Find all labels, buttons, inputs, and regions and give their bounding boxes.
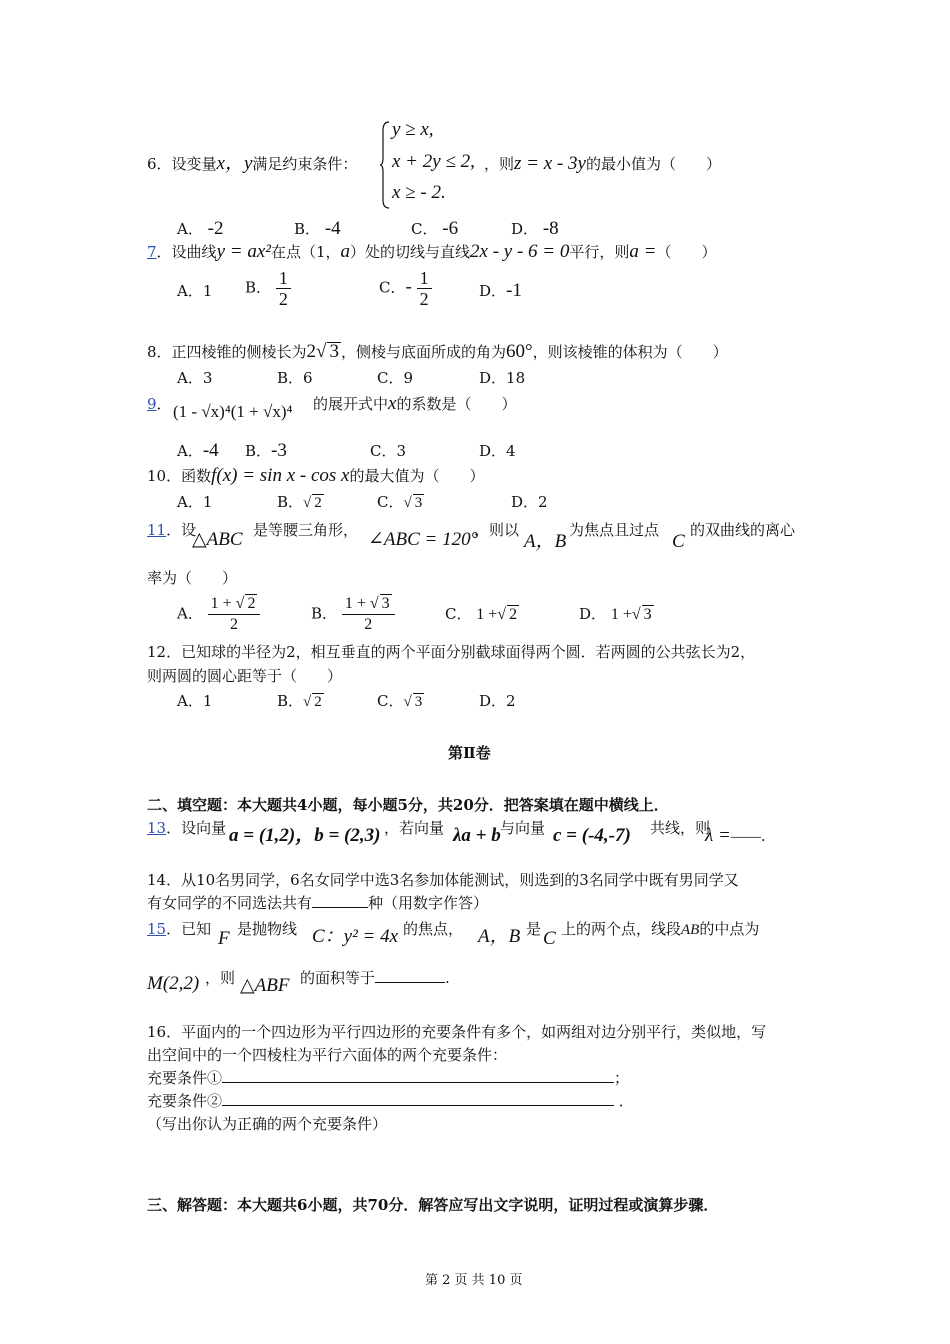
q11-foci: A，B	[524, 531, 567, 552]
q14-text-a: 有女同学的不同选法共有	[147, 894, 313, 912]
q14-answer-blank[interactable]	[312, 907, 368, 908]
q8-angle: 60°	[506, 341, 533, 362]
q6-text-2: 满足约束条件：	[252, 155, 358, 173]
q15-text-8: 的面积等于	[300, 969, 376, 987]
q9-option-a	[177, 441, 219, 461]
q11-a-one: 1 +	[210, 595, 232, 612]
q7-option-b	[245, 268, 291, 309]
q6-text-3: ，则	[484, 155, 515, 173]
q10-text-1: 10．函数	[147, 467, 212, 485]
q13-vectors	[229, 826, 380, 846]
q6-opt-d-label: D．	[511, 220, 539, 238]
q13-vc	[553, 826, 631, 846]
q11-opt-a-label: A．	[177, 604, 203, 623]
q7-text-5: （ ）	[656, 243, 717, 261]
q15-text-4: 是	[526, 920, 542, 938]
q11-b-one: 1 +	[344, 595, 366, 612]
q11-a-den: 2	[230, 616, 239, 633]
q6-constraint-3: x ≥ - 2.	[392, 182, 446, 203]
q13-lambda: λ =	[705, 825, 731, 846]
q7-a: a	[340, 241, 350, 262]
q6-vars: x，y	[216, 153, 253, 174]
q11-option-a	[177, 594, 260, 635]
q11-a-num: 1 + √ 2	[208, 594, 261, 615]
q11-opt-c-label: C．	[445, 605, 472, 623]
q10-stem	[147, 466, 485, 486]
q7-opt-b-label: B．	[245, 278, 272, 297]
q11-d-one: 1 +	[610, 606, 632, 623]
q11-number-link[interactable]: 11	[147, 521, 167, 539]
q11-triangle: △ABC	[192, 529, 243, 550]
q10-option-a: A．1	[177, 493, 213, 511]
q15-answer-blank[interactable]	[375, 982, 445, 983]
q15-tail	[300, 968, 450, 988]
q7-opt-c-label: C．	[379, 278, 406, 297]
q6-stem-tail	[484, 154, 721, 174]
q6-option-c	[411, 219, 458, 239]
q9-opt-a-label: A．	[177, 442, 203, 460]
q12-option-b: B．√ 2	[277, 692, 322, 710]
q9-opt-a-val: -4	[202, 440, 219, 461]
q16-note: （写出你认为正确的两个充要条件）	[147, 1115, 388, 1133]
q16-c2-label: 充要条件②	[147, 1092, 223, 1110]
q13-text-2: ，若向量	[384, 819, 445, 837]
q11-b-fraction	[342, 594, 395, 635]
q9-text-1: 的展开式中	[313, 395, 389, 413]
q14-line-2	[147, 893, 488, 913]
q16-c1-label: 充要条件①	[147, 1069, 223, 1087]
q15-text-5	[561, 919, 759, 940]
q10-b-sqrt: √	[303, 495, 312, 511]
q6-constraint-2: x + 2y ≤ 2,	[392, 151, 475, 172]
section2-heading: 二、填空题：本大题共4小题，每小题5分，共20分．把答案填在题中横线上．	[147, 796, 669, 814]
q16-condition-1	[147, 1068, 629, 1088]
q15-parabola: C：y² = 4x	[312, 926, 399, 947]
q11-text-5: 的双曲线的离心	[690, 521, 796, 539]
q7-text-2: 在点（1，	[270, 243, 341, 261]
q7-opt-d-val: -1	[506, 280, 522, 301]
q8-option-d: D．18	[479, 369, 526, 387]
q6-option-b	[294, 219, 341, 239]
q14-line-1: 14．从10名男同学，6名女同学中选3名参加体能测试，则选到的3名同学中既有男同学又	[147, 871, 739, 889]
q6-opt-a-label: A．	[177, 220, 203, 238]
q13-number-link[interactable]: 13	[147, 819, 167, 837]
q15-text-2: 是抛物线	[237, 920, 298, 938]
q16-condition-2	[147, 1091, 634, 1111]
q11-opt-d-label: D．	[579, 605, 607, 623]
q6-opt-b-val: -4	[324, 218, 341, 239]
q9-stem	[147, 394, 172, 414]
q15-text-5a: 上的两个点，线段	[561, 920, 682, 938]
q8-text-1: 8．正四棱锥的侧棱长为	[147, 343, 307, 361]
q7-stem	[147, 242, 716, 262]
q10-text-2: 的最大值为（ ）	[349, 467, 485, 485]
q6-constraint-1: y ≥ x,	[392, 119, 434, 140]
q8-text-2: ，侧棱与底面所成的角为	[340, 343, 506, 361]
q11-point: C	[672, 531, 685, 552]
section3-heading: 三、解答题：本大题共6小题，共70分．解答应写出文字说明，证明过程或演算步骤．	[147, 1196, 719, 1214]
q12-option-a: A．1	[177, 692, 213, 710]
q15-text-3: 的焦点，	[403, 920, 464, 938]
q6-opt-d-val: -8	[542, 218, 559, 239]
q7-text-1: ．设曲线	[156, 243, 217, 261]
q7-c-den: 2	[419, 289, 429, 309]
q13-end: .	[760, 827, 766, 845]
q9-number-link[interactable]: 9	[147, 395, 157, 413]
q9-opt-b-label: B．	[245, 442, 272, 460]
q15-text-6: 的中点为	[699, 920, 760, 938]
q6-text-4: 的最小值为（ ）	[585, 155, 721, 173]
q10-option-b	[277, 492, 324, 513]
q13-vc-val: c = (-4,-7)	[553, 825, 631, 846]
q16-line-1: 16．平面内的一个四边形为平行四边形的充要条件有多个，如两组对边分别平行，类似地，写	[147, 1023, 767, 1041]
q9-tail	[313, 394, 516, 414]
q11-text-3: ，则以	[474, 521, 520, 539]
q16-c2-blank[interactable]	[222, 1105, 614, 1106]
q11-text-2: 是等腰三角形，	[253, 521, 359, 539]
q8-len: 2	[306, 341, 317, 362]
q8-sqrt-sign: √	[316, 341, 327, 362]
q8-option-b: B．6	[277, 369, 313, 387]
q13-stem	[147, 818, 226, 838]
q15-seg: AB	[681, 922, 700, 938]
q14-text-b: 种（用数字作答）	[368, 894, 489, 912]
q7-c-num: 1	[417, 268, 432, 289]
q11-a-fraction	[208, 594, 261, 635]
q6-text-1: 6．设变量	[147, 155, 217, 173]
q11-text-4: 为焦点且过点	[569, 521, 660, 539]
q6-option-d	[511, 219, 559, 239]
q13-comb	[453, 826, 501, 846]
q15-AB: A，B	[478, 926, 521, 947]
q16-line-2: 出空间中的一个四棱柱为平行六面体的两个充要条件：	[147, 1046, 508, 1064]
q15-text-1: ．已知	[166, 920, 212, 938]
q15-M: M(2,2)	[147, 973, 200, 994]
q11-option-c: C． 1 +√ 2	[445, 605, 518, 623]
q10-option-d: D．2	[511, 493, 548, 511]
q12-option-c: C．√ 3	[377, 692, 423, 710]
q8-len-root: 3	[329, 341, 339, 362]
q15-text-7: ，则	[205, 969, 236, 987]
q10-b-root: 2	[314, 495, 322, 511]
q15-C: C	[543, 928, 556, 949]
q10-c-sqrt: √	[403, 495, 412, 511]
q13-text-4: 共线，则	[650, 819, 711, 837]
q12-opt-c-label: C．	[377, 692, 404, 710]
q10-c-root: 3	[414, 495, 423, 511]
q7-option-d	[479, 281, 522, 301]
q15-stem	[147, 919, 211, 939]
q9-expr: (1 - √x)⁴(1 + √x)⁴	[173, 402, 293, 421]
q7-option-c	[379, 268, 432, 309]
q9-body	[173, 402, 292, 422]
q11-opt-b-label: B．	[311, 604, 338, 623]
q6-opt-a-val: -2	[207, 218, 224, 239]
q9-var: x	[388, 393, 397, 414]
q9-dot: ．	[156, 395, 172, 413]
q7-curve: y = ax²	[216, 241, 271, 262]
q9-text-2: 的系数是（ ）	[396, 395, 517, 413]
q9-opt-b-val: -3	[271, 440, 287, 461]
q9-option-d: D．4	[479, 442, 516, 460]
q10-option-c	[377, 492, 424, 513]
q13-blank: ——	[730, 829, 761, 845]
q13-text-1: ．设向量	[166, 819, 227, 837]
q6-expr: z = x - 3y	[514, 153, 586, 174]
q6-option-a	[177, 219, 223, 239]
q15-F: F	[218, 928, 230, 949]
q16-c1-end: ；	[614, 1069, 630, 1087]
q13-comb-val: λa + b	[453, 825, 501, 846]
q8-option-a: A．3	[177, 369, 213, 387]
q9-option-b	[245, 441, 287, 461]
q7-text-3: ）处的切线与直线	[350, 243, 471, 261]
q7-b-den: 2	[278, 289, 288, 309]
q7-option-a: A．1	[177, 282, 213, 300]
q13-text-3: 与向量	[500, 819, 546, 837]
q15-number-link[interactable]: 15	[147, 920, 167, 938]
q12-line-1: 12．已知球的半径为2，相互垂直的两个平面分别截球面得两个圆．若两圆的公共弦长为2，	[147, 643, 756, 661]
q7-number-link[interactable]: 7	[147, 243, 157, 261]
q16-c1-blank[interactable]	[222, 1082, 614, 1083]
q11-b-num: 1 + √ 3	[342, 594, 395, 615]
q7-opt-c-fraction	[417, 268, 432, 309]
q6-stem	[147, 154, 357, 174]
q7-opt-d-label: D．	[479, 282, 507, 300]
q6-opt-c-val: -6	[442, 218, 459, 239]
q11-text-6: 率为（ ）	[147, 569, 238, 587]
q11-option-b	[311, 594, 395, 635]
page-footer: 第 2 页 共 10 页	[425, 1273, 523, 1288]
q7-opt-c-neg: -	[405, 276, 412, 298]
q16-c2-end: ．	[618, 1092, 634, 1110]
q12-b-root: 2	[314, 694, 322, 710]
left-brace-icon	[380, 120, 390, 210]
q12-c-root: 3	[414, 694, 423, 710]
q15-triangle: △ABF	[240, 975, 290, 996]
q7-line: 2x - y - 6 = 0	[470, 241, 570, 262]
q7-ask: a =	[629, 241, 657, 262]
q12-line-2: 则两圆的圆心距等于（ ）	[147, 667, 343, 685]
q10-opt-c-label: C．	[377, 493, 404, 511]
q11-a-root: 2	[247, 595, 256, 612]
q8-text-3: ，则该棱锥的体积为（ ）	[532, 343, 728, 361]
q13-va: a = (1,2)，b = (2,3)	[229, 825, 381, 846]
q7-opt-b-fraction	[276, 268, 291, 309]
q10-opt-b-label: B．	[277, 493, 304, 511]
q13-answer	[705, 826, 766, 847]
q11-c-root: 2	[509, 606, 518, 623]
q7-b-num: 1	[276, 268, 291, 289]
q15-end: .	[445, 969, 450, 987]
q6-opt-c-label: C．	[411, 220, 438, 238]
q11-angle: ∠ABC = 120°	[368, 529, 479, 550]
q9-option-c: C．3	[370, 442, 407, 460]
q11-option-d: D． 1 +√ 3	[579, 605, 652, 623]
q6-opt-b-label: B．	[294, 220, 321, 238]
q7-text-4: 平行，则	[569, 243, 630, 261]
q12-opt-b-label: B．	[277, 692, 304, 710]
q11-b-root: 3	[381, 595, 390, 612]
q11-text-1: ．设	[166, 521, 197, 539]
part2-title: 第Ⅱ卷	[448, 744, 491, 762]
q10-expr: f(x) = sin x - cos x	[211, 465, 350, 486]
q11-stem	[147, 520, 196, 540]
q11-c-one: 1 +	[476, 606, 498, 623]
q11-b-den: 2	[364, 616, 373, 633]
q12-option-d: D．2	[479, 692, 516, 710]
q8-stem	[147, 342, 728, 362]
q11-d-root: 3	[643, 606, 652, 623]
q8-option-c: C．9	[377, 369, 414, 387]
